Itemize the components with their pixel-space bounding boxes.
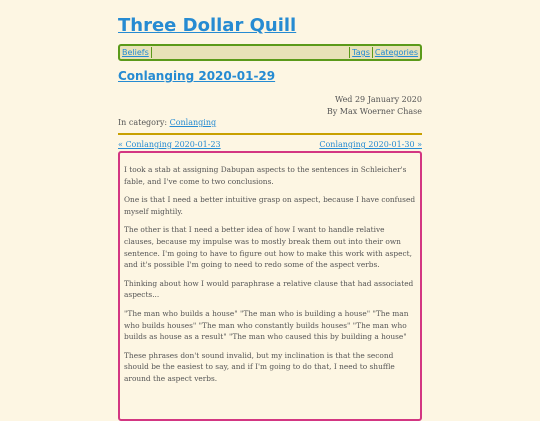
nav-divider <box>349 47 350 58</box>
post-paragraph: Thinking about how I would paraphrase a relative clause that had associated aspects... <box>124 278 414 300</box>
site-title-link[interactable]: Three Dollar Quill <box>118 15 297 36</box>
nav-divider <box>372 47 373 58</box>
nav-divider <box>151 47 152 58</box>
next-post-link[interactable]: Conlanging 2020-01-30 » <box>319 140 422 149</box>
post-title-link[interactable]: Conlanging 2020-01-29 <box>118 69 276 83</box>
nav-beliefs[interactable]: Beliefs <box>122 48 149 57</box>
divider <box>118 133 422 135</box>
post-content <box>118 151 422 421</box>
category-link[interactable]: Conlanging <box>169 118 217 127</box>
post-paragraph: The other is that I need a better idea of how I want to handle relative clauses, because my impulse was to mostly break them out into their own sentence. I'm going to have to figure out how to make this work with aspect, and it's possible I'm going to need to redo some of the aspect verbs. <box>124 225 412 270</box>
post-paragraph: These phrases don't sound invalid, but my inclination is that the second should be the easiest to say, and if I'm going to do that, I need to shuffle around the aspect verbs. <box>124 350 395 383</box>
post-author: By Max Woerner Chase <box>326 107 422 116</box>
category-label: In category: <box>118 118 168 127</box>
nav-tags[interactable]: Tags <box>352 48 370 57</box>
post-date: Wed 29 January 2020 <box>335 95 422 104</box>
post-paragraph: "The man who builds a house" "The man who is building a house" "The man who builds houses" "The man who constantly builds houses" "The man who builds as house as a result" "The man who caused this by building a house" <box>124 308 409 342</box>
nav-spacer <box>154 47 347 58</box>
top-nav <box>118 44 422 61</box>
nav-categories[interactable]: Categories <box>374 48 418 57</box>
post-category <box>118 118 216 127</box>
post-paragraph: I took a stab at assigning Dabupan aspects to the sentences in Schleicher's fable, and I've come to two conclusions. <box>124 165 407 186</box>
prev-post-link[interactable]: « Conlanging 2020-01-23 <box>118 140 221 149</box>
post-navigation <box>118 140 422 149</box>
post-paragraph: One is that I need a better intuitive grasp on aspect, because I have confused myself mightily. <box>124 195 416 216</box>
post-meta <box>327 94 422 118</box>
